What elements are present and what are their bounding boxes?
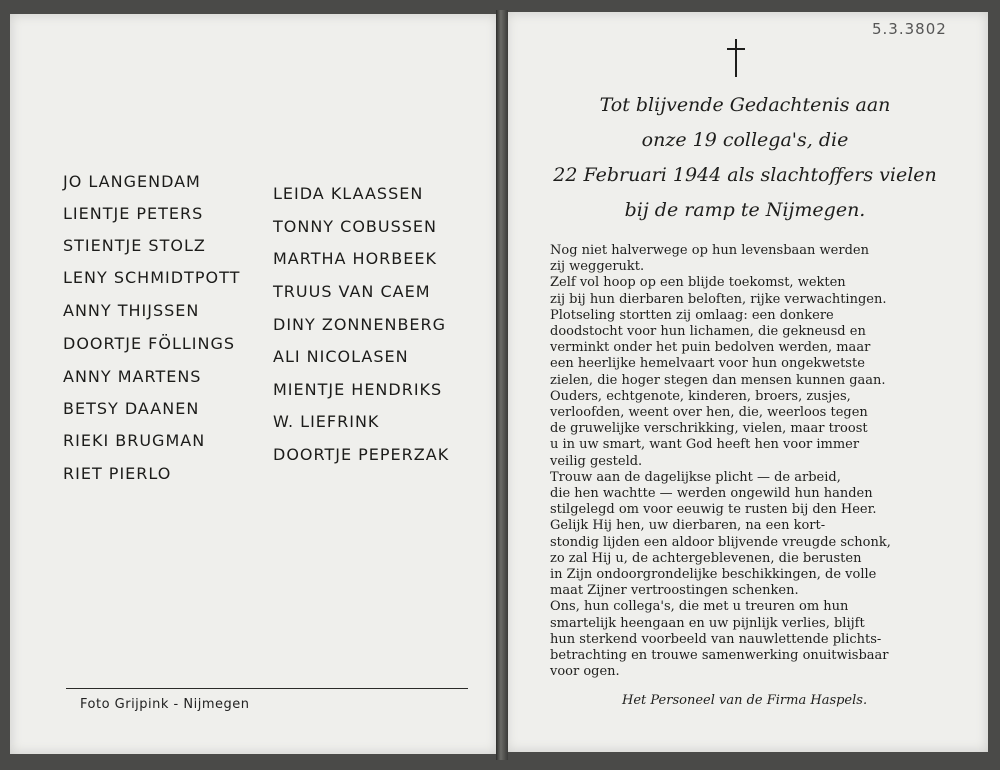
name-col1-7: ANNY MARTENS [63, 367, 202, 386]
memorial-text-line: Ons, hun collega's, die met u treuren om hun [550, 599, 849, 615]
name-col2-8: W. LIEFRINK [273, 412, 380, 431]
name-col2-3: MARTHA HORBEEK [273, 249, 437, 268]
memorial-text-line: zielen, die hoger stegen dan mensen kunnen gaan. [550, 372, 886, 388]
name-col2-5: DINY ZONNENBERG [273, 315, 447, 334]
name-col1-9: RIEKI BRUGMAN [63, 431, 206, 450]
memorial-text-line: doodstocht voor hun lichamen, die gekneusd en [550, 324, 866, 339]
memorial-text-line: stilgelegd om voor eeuwig te rusten bij den Heer. [550, 502, 877, 518]
memorial-text-line: zij weggerukt. [550, 259, 645, 275]
signature: Het Personeel van de Firma Haspels. [622, 693, 868, 708]
memorial-text-line: stondig lijden een aldoor blijvende vreugde schonk, [550, 534, 891, 550]
name-col1-6: DOORTJE FÖLLINGS [63, 334, 236, 353]
memorial-text-line: de gruwelijke verschrikking, vielen, maar troost [550, 421, 868, 437]
memorial-text-line: voor ogen. [550, 664, 620, 680]
name-col1-5: ANNY THIJSSEN [63, 301, 200, 320]
name-col2-4: TRUUS VAN CAEM [273, 282, 431, 301]
memorial-text-line: betrachting en trouwe samenwerking onuitwisbaar [550, 648, 889, 663]
memorial-text-line: zo zal Hij u, de achtergeblevenen, die berusten [550, 550, 862, 566]
heading-line-1: Tot blijvende Gedachtenis aan [599, 94, 891, 116]
memorial-text-line: maat Zijner vertroostingen schenken. [550, 583, 799, 599]
name-col2-2: TONNY COBUSSEN [273, 217, 438, 236]
memorial-text-line: in Zijn ondoorgrondelijke beschikkingen, de volle [550, 567, 877, 582]
divider-rule [66, 688, 468, 689]
memorial-text-line: u in uw smart, want God heeft hen voor immer [550, 437, 860, 453]
memorial-text-line: zij bij hun dierbaren beloften, rijke verwachtingen. [550, 291, 887, 307]
name-col1-1: JO LANGENDAM [63, 172, 201, 191]
memorial-text-line: Plotseling stortten zij omlaag: een donkere [550, 307, 834, 323]
memorial-text-line: verloofden, weent over hen, die, weerloos tegen [550, 405, 868, 420]
memorial-text-line: verminkt onder het puin bedolven werden, maar [550, 340, 871, 356]
name-col1-3: STIENTJE STOLZ [63, 236, 206, 255]
memorial-text-line: een heerlijke hemelvaart voor hun ongekwetste [550, 356, 865, 372]
memorial-text-line: Ouders, echtgenote, kinderen, broers, zusjes, [550, 388, 851, 404]
archive-code: 5.3.3802 [872, 20, 947, 38]
memorial-text-line: Zelf vol hoop op een blijde toekomst, wekten [550, 275, 846, 291]
memorial-text-line: hun sterkend voorbeeld van nauwlettende plichts- [550, 631, 882, 647]
name-col2-9: DOORTJE PEPERZAK [273, 445, 450, 464]
name-col1-2: LIENTJE PETERS [63, 204, 204, 223]
card-fold [496, 10, 508, 760]
memorial-text-line: die hen wachtte — werden ongewild hun handen [550, 486, 873, 501]
heading-line-4: bij de ramp te Nijmegen. [624, 199, 866, 221]
name-col1-10: RIET PIERLO [63, 464, 172, 483]
heading-line-2: onze 19 collega's, die [641, 129, 849, 151]
photo-credit: Foto Grijpink - Nijmegen [80, 697, 250, 712]
name-col1-8: BETSY DAANEN [63, 399, 200, 418]
name-col1-4: LENY SCHMIDTPOTT [63, 268, 241, 287]
name-col2-1: LEIDA KLAASSEN [273, 184, 424, 203]
memorial-text-line: Gelijk Hij hen, uw dierbaren, na een kort- [550, 518, 826, 534]
memorial-text-line: smartelijk heengaan en uw pijnlijk verlies, blijft [550, 615, 865, 631]
heading-line-3: 22 Februari 1944 als slachtoffers vielen [553, 164, 937, 186]
name-col2-7: MIENTJE HENDRIKS [273, 380, 443, 399]
memorial-text-line: veilig gesteld. [550, 453, 643, 469]
memorial-text-line: Trouw aan de dagelijkse plicht — de arbeid, [550, 469, 841, 485]
memorial-text-line: Nog niet halverwege op hun levensbaan werden [550, 243, 869, 258]
name-col2-6: ALI NICOLASEN [273, 347, 409, 366]
cross-icon [724, 38, 748, 78]
